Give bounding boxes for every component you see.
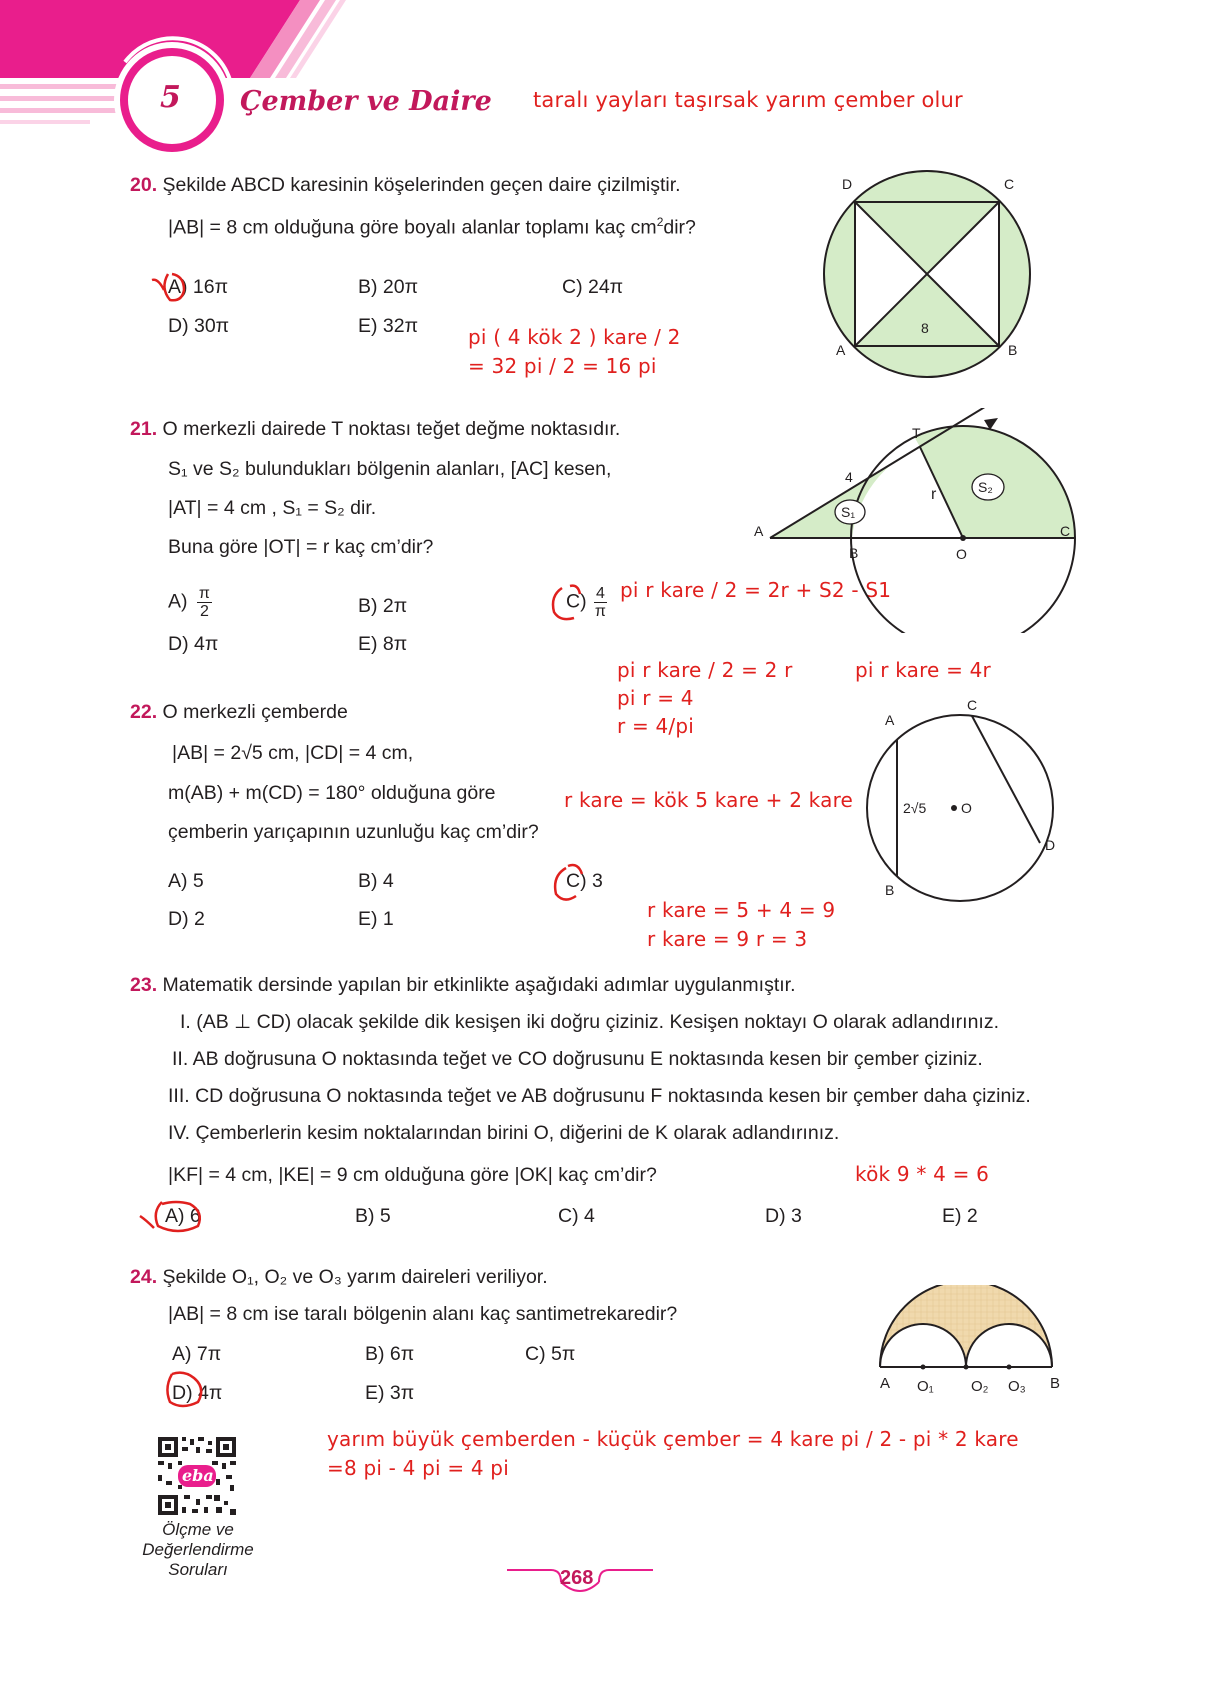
label-O3: O₃ <box>1008 1378 1026 1395</box>
option-d[interactable]: D) 4π <box>168 633 219 655</box>
handwritten-note: r = 4/pi <box>617 714 695 738</box>
qr-caption-line: Değerlendirme <box>142 1540 254 1559</box>
option-a[interactable]: A) 7π <box>172 1343 222 1365</box>
option-a[interactable]: A) 6 <box>165 1205 201 1227</box>
q24-diagram <box>870 1285 1070 1395</box>
q21-diagram <box>748 408 1078 633</box>
option-b[interactable]: B) 2π <box>358 595 408 617</box>
option-c[interactable]: C) 24π <box>562 276 624 298</box>
option-label: A) <box>168 590 188 613</box>
option-b[interactable]: B) 6π <box>365 1343 415 1365</box>
handwritten-note: =8 pi - 4 pi = 4 pi <box>327 1456 509 1480</box>
label-C: C <box>1004 176 1015 192</box>
option-b[interactable]: B) 4 <box>358 870 394 892</box>
label-O: O <box>956 546 967 562</box>
qr-code[interactable] <box>156 1435 238 1517</box>
option-c[interactable]: C) 5π <box>525 1343 576 1365</box>
label-A: A <box>754 523 764 539</box>
label-A: A <box>880 1375 891 1392</box>
question-22 <box>130 700 348 724</box>
superscript: 2 <box>656 215 664 229</box>
question-23-step2: II. AB doğrusuna O noktasında teğet ve CO doğrusunu E noktasında kesen bir çember çiziniz. <box>172 1048 983 1070</box>
question-21-line4: Buna göre |OT| = r kaç cm’dir? <box>168 536 434 558</box>
question-24-line2: |AB| = 8 cm ise taralı bölgenin alanı kaç santimetrekaredir? <box>168 1303 678 1325</box>
label-B: B <box>1050 1375 1061 1392</box>
label-A: A <box>885 712 895 728</box>
eba-logo: eba <box>182 1466 214 1485</box>
label-B: B <box>1008 342 1018 358</box>
option-d[interactable]: D) 30π <box>168 315 230 337</box>
label-O: O <box>961 800 972 816</box>
handwritten-note: pi r kare / 2 = 2 r <box>617 658 793 682</box>
question-23 <box>130 973 796 997</box>
label-D: D <box>842 176 853 192</box>
option-a[interactable]: A) 5 <box>168 870 204 892</box>
label-side: 8 <box>921 320 929 336</box>
option-c[interactable] <box>566 585 607 620</box>
question-23-question: |KF| = 4 cm, |KE| = 9 cm olduğuna göre |OK| kaç cm’dir? <box>168 1164 657 1186</box>
option-e[interactable]: E) 2 <box>942 1205 978 1227</box>
question-text: O merkezli çemberde <box>162 701 348 723</box>
fraction <box>197 585 212 620</box>
label-B: B <box>849 545 859 561</box>
question-23-step3: III. CD doğrusuna O noktasında teğet ve AB doğrusunu F noktasında kesen bir çember daha çiziniz. <box>168 1085 1031 1107</box>
question-23-step4: IV. Çemberlerin kesim noktalarından birini O, diğerini de K olarak adlandırınız. <box>168 1122 840 1144</box>
option-label: C) <box>566 590 587 613</box>
option-e[interactable]: E) 1 <box>358 908 394 930</box>
option-b[interactable]: B) 5 <box>355 1205 391 1227</box>
handwritten-note: r kare = kök 5 kare + 2 kare <box>564 788 854 812</box>
question-text: O merkezli dairede T noktası teğet değme noktasıdır. <box>162 418 621 440</box>
label-D: D <box>1045 837 1056 853</box>
label-chord: 2√5 <box>903 800 927 816</box>
question-24 <box>130 1265 548 1289</box>
option-b[interactable]: B) 20π <box>358 276 419 298</box>
handwritten-note: pi ( 4 kök 2 ) kare / 2 <box>468 325 681 349</box>
option-e[interactable]: E) 3π <box>365 1382 415 1404</box>
option-d[interactable]: D) 3 <box>765 1205 802 1227</box>
question-22-line3: m(AB) + m(CD) = 180° olduğuna göre <box>168 782 496 804</box>
label-T: T <box>912 425 921 441</box>
label-A: A <box>836 342 846 358</box>
label-O1: O₁ <box>917 1378 934 1395</box>
label-C: C <box>967 700 978 713</box>
qr-caption-line: Soruları <box>168 1560 228 1579</box>
question-22-line2: |AB| = 2√5 cm, |CD| = 4 cm, <box>172 742 414 764</box>
handwritten-note: r kare = 9 r = 3 <box>647 927 808 951</box>
option-e[interactable]: E) 8π <box>358 633 408 655</box>
q20-diagram <box>810 170 1040 380</box>
header-note: taralı yayları taşırsak yarım çember olur <box>533 88 963 112</box>
handwritten-note: kök 9 * 4 = 6 <box>855 1162 990 1186</box>
option-e[interactable]: E) 32π <box>358 315 419 337</box>
numerator: π <box>198 585 210 602</box>
question-23-step1: I. (AB ⊥ CD) olacak şekilde dik kesişen iki doğru çiziniz. Kesişen noktayı O olarak adlandırınız. <box>180 1011 999 1033</box>
option-c[interactable]: C) 4 <box>558 1205 595 1227</box>
option-a[interactable]: A) 16π <box>168 276 229 298</box>
handwritten-note: pi r kare / 2 = 2r + S2 - S1 <box>620 578 892 602</box>
option-c[interactable]: C) 3 <box>566 870 603 892</box>
question-20-line2 <box>168 210 696 240</box>
question-number: 22. <box>130 701 158 723</box>
qr-caption <box>118 1520 278 1580</box>
question-number: 24. <box>130 1266 158 1288</box>
question-text: Şekilde O₁, O₂ ve O₃ yarım daireleri veriliyor. <box>162 1266 548 1288</box>
option-d[interactable]: D) 4π <box>172 1382 223 1404</box>
chapter-number: 5 <box>160 80 181 115</box>
handwritten-note: pi r = 4 <box>617 686 694 710</box>
label-O2: O₂ <box>971 1378 989 1395</box>
question-22-line4: çemberin yarıçapının uzunluğu kaç cm’dir? <box>168 821 539 843</box>
fraction <box>594 585 607 620</box>
label-S2: S₂ <box>978 479 993 495</box>
question-20 <box>130 173 681 197</box>
chapter-title: Çember ve Daire <box>240 86 492 117</box>
label-S1: S₁ <box>841 504 856 520</box>
question-21-line3: |AT| = 4 cm , S₁ = S₂ dir. <box>168 497 377 519</box>
question-number: 23. <box>130 974 158 996</box>
question-text: dir? <box>663 216 696 239</box>
page-number: 268 <box>560 1567 594 1589</box>
handwritten-note: = 32 pi / 2 = 16 pi <box>468 354 657 378</box>
option-d[interactable]: D) 2 <box>168 908 205 930</box>
numerator: 4 <box>596 585 605 602</box>
denominator: 2 <box>199 603 209 620</box>
handwritten-note: yarım büyük çemberden - küçük çember = 4 kare pi / 2 - pi * 2 kare <box>327 1427 1019 1451</box>
denominator: π <box>594 603 606 620</box>
handwritten-note: r kare = 5 + 4 = 9 <box>647 898 836 922</box>
handwritten-note: pi r kare = 4r <box>855 658 991 682</box>
question-number: 21. <box>130 418 158 440</box>
question-21-line2: S₁ ve S₂ bulundukları bölgenin alanları, [AC] kesen, <box>168 458 612 480</box>
label-C: C <box>1060 523 1071 539</box>
qr-caption-line: Ölçme ve <box>162 1520 234 1539</box>
question-text: |AB| = 8 cm olduğuna göre boyalı alanlar toplamı kaç cm <box>168 216 657 239</box>
label-r: r <box>931 486 937 503</box>
label-length: 4 <box>845 469 853 485</box>
question-text: Matematik dersinde yapılan bir etkinlikte aşağıdaki adımlar uygulanmıştır. <box>162 974 796 996</box>
question-21 <box>130 417 620 441</box>
question-text: Şekilde ABCD karesinin köşelerinden geçen daire çizilmiştir. <box>162 174 681 196</box>
option-a[interactable] <box>168 585 212 620</box>
q22-diagram <box>855 700 1070 910</box>
question-number: 20. <box>130 174 158 196</box>
label-B: B <box>885 882 895 898</box>
